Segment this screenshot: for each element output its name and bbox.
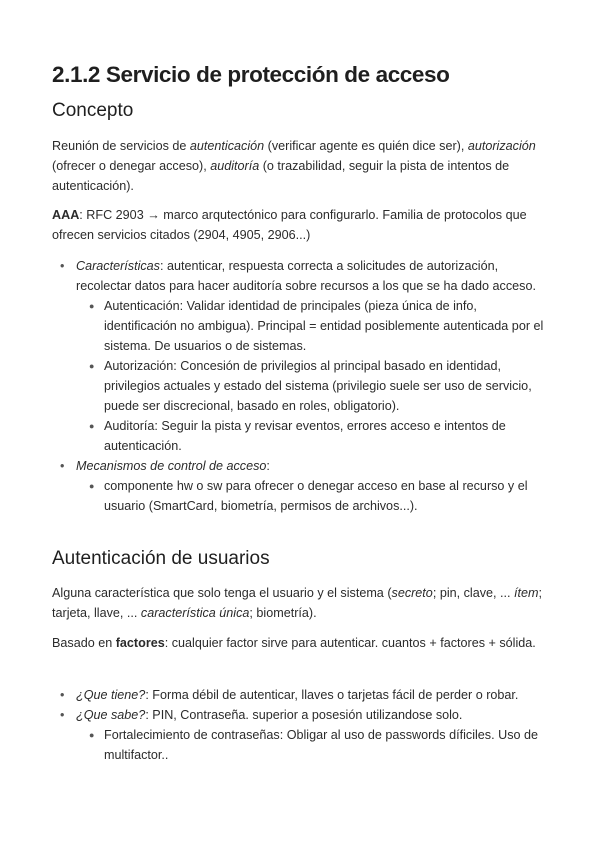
list-item-caracteristicas (52, 256, 550, 456)
intro-emphasis: autorización (467, 139, 536, 153)
sublist-item-text: componente hw o sw para ofrecer o denegar acceso en base al recurso y el usuario (SmartCard, biometría, permisos de archivos...). (104, 479, 528, 513)
bullet-dot-icon: • (60, 688, 65, 702)
sublist-item-text: Auditoría: Seguir la pista y revisar eventos, errores acceso e intentos de autenticación. (104, 419, 506, 453)
intro-text: ; pin, clave, ... (432, 586, 515, 600)
bullet-dot-icon: • (60, 708, 65, 722)
section-heading-autenticacion: Autenticación de usuarios (52, 548, 270, 569)
intro-emphasis: característica única (140, 606, 250, 620)
bullet-dot-icon: ● (89, 301, 95, 311)
intro-text: (verificar agente es quién dice ser), (264, 139, 468, 153)
intro-emphasis: secreto (391, 586, 433, 600)
factores-text: : cualquier factor sirve para autenticar. cuantos + factores + sólida. (164, 636, 536, 650)
intro-text: (ofrecer o denegar acceso), (52, 159, 211, 173)
sublist-item-text: Autenticación: Validar identidad de principales (pieza única de info, identificación no ambigua). Principal = entidad posiblemente autenticada por el sistema. De usuarios o de sistemas. (104, 299, 544, 353)
bullet-dot-icon: ● (89, 481, 95, 491)
intro-text: ; biometría). (249, 606, 317, 620)
list-item-text: : Forma débil de autenticar, llaves o tarjetas fácil de perder o robar. (145, 688, 519, 702)
intro-text: Alguna característica que solo tenga el usuario y el sistema ( (52, 586, 392, 600)
page-title: 2.1.2 Servicio de protección de acceso (52, 62, 450, 87)
intro-emphasis: ítem (514, 586, 539, 600)
factores-paragraph (52, 633, 550, 653)
list-item-text: : autenticar, respuesta correcta a solicitudes de autorización, recolectar datos para hacer auditoría sobre recursos a los que se ha dado acceso. (76, 259, 536, 293)
list-item-text: : PIN, Contraseña. superior a posesión utilizandose solo. (145, 708, 463, 722)
list-item-text: : (266, 459, 270, 473)
bullet-dot-icon: ● (89, 421, 95, 431)
factores-bold: factores (115, 636, 165, 650)
autenticacion-intro-paragraph (52, 583, 550, 623)
list-item-label: Características (76, 259, 160, 273)
section-heading-concepto: Concepto (52, 100, 134, 121)
bullet-dot-icon: • (60, 259, 65, 273)
bullet-dot-icon: ● (89, 730, 95, 740)
sublist-item (76, 725, 550, 765)
list-item-mecanismos (52, 456, 550, 516)
intro-text: ; tarjeta, llave, ... (52, 586, 543, 620)
sublist-item (76, 356, 550, 416)
bullet-dot-icon: • (60, 459, 65, 473)
sublist-item (76, 296, 550, 356)
concepto-list (52, 256, 550, 516)
autenticacion-list (52, 685, 550, 765)
aaa-label: AAA (52, 208, 80, 222)
intro-text: (o trazabilidad, seguir la pista de intentos de autenticación). (52, 159, 510, 193)
intro-emphasis: auditoría (210, 159, 260, 173)
bullet-dot-icon: ● (89, 361, 95, 371)
factores-text: Basado en (52, 636, 116, 650)
concepto-intro-paragraph (52, 136, 550, 196)
sublist-item (76, 476, 550, 516)
list-item-label: ¿Que tiene? (76, 688, 146, 702)
intro-text: Reunión de servicios de (52, 139, 190, 153)
aaa-text: : RFC 2903 → marco arqutectónico para configurarlo. Familia de protocolos que ofrecen servicios citados (2904, 4905, 2906...) (52, 208, 527, 242)
intro-emphasis: autenticación (189, 139, 265, 153)
list-item-tiene (52, 685, 550, 705)
list-item-sabe (52, 705, 550, 765)
aaa-paragraph (52, 205, 550, 245)
sublist-item (76, 416, 550, 456)
sublist-item-text: Fortalecimiento de contraseñas: Obligar al uso de passwords díficiles. Uso de multifactor.. (104, 728, 538, 762)
sublist-item-text: Autorización: Concesión de privilegios al principal basado en identidad, privilegios actuales y estado del sistema (privilegio suele ser uso de servicio, puede ser discrecional, basado en roles, obligatorio). (104, 359, 532, 413)
list-item-label: ¿Que sabe? (76, 708, 146, 722)
list-item-label: Mecanismos de control de acceso (76, 459, 267, 473)
